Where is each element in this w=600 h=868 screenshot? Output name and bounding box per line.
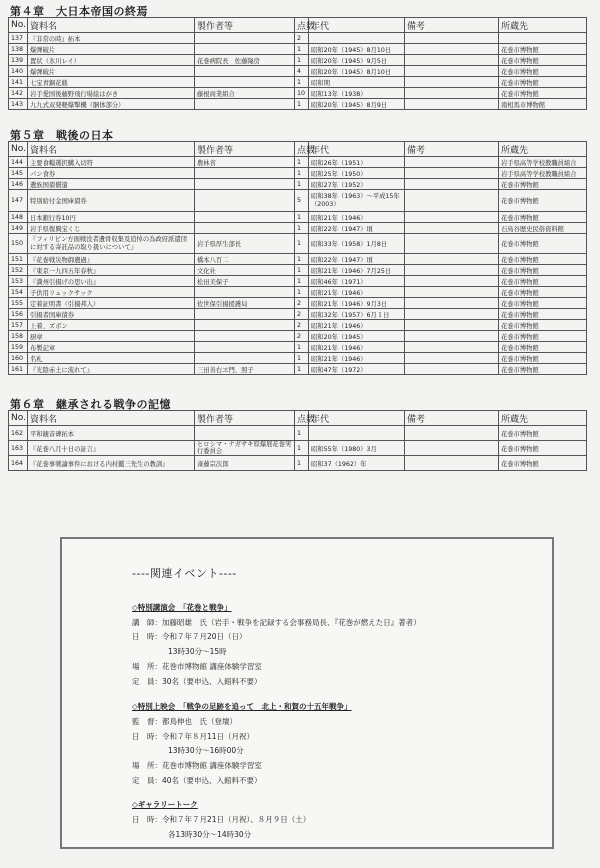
cell-name: 岩手県復興宝くじ (28, 223, 195, 234)
date-value: 令和７年７月20日（日） (162, 632, 247, 641)
screening-capacity (132, 775, 262, 786)
cell-year: 昭和38年（1963）〜平成15年（2003） (309, 190, 405, 212)
cell-count: 1 (295, 223, 309, 234)
lecture-time: 13時30分～15時 (168, 647, 227, 656)
table-row (9, 55, 587, 66)
cell-year: 昭和20年（1945） (309, 331, 405, 342)
table-row (9, 33, 587, 44)
cell-year: 昭和21年（1946） (309, 212, 405, 223)
cell-owner: 花巻市博物館 (499, 298, 587, 309)
capacity-label: 定 員： (132, 776, 162, 785)
cell-year: 昭和20年（1945）8月9日 (309, 99, 405, 110)
cell-count: 1 (295, 55, 309, 66)
cell-year: 昭和13年（1938） (309, 88, 405, 99)
cell-note (405, 77, 499, 88)
table-row (9, 320, 587, 331)
cell-name: 日本銀行券10円 (28, 212, 195, 223)
cell-year: 昭和期 (309, 77, 405, 88)
table-row (9, 190, 587, 212)
cell-maker: 橋本八百二 (195, 254, 295, 265)
cell-count: 1 (295, 353, 309, 364)
cell-no: 162 (9, 426, 28, 441)
table-row (9, 77, 587, 88)
cell-name: 岩手愛国後藤野飛行場絵はがき (28, 88, 195, 99)
place-label: 場 所： (132, 662, 162, 671)
cell-owner: 岩手県高等学校教職員組合 (499, 157, 587, 168)
cell-owner: 花巻市博物館 (499, 254, 587, 265)
cell-count: 1 (295, 254, 309, 265)
cell-maker (195, 190, 295, 212)
cell-count: 2 (295, 309, 309, 320)
cell-count: 1 (295, 99, 309, 110)
cell-year: 昭和21年（1946） (309, 342, 405, 353)
cell-year (309, 426, 405, 441)
cell-note (405, 212, 499, 223)
cell-maker (195, 426, 295, 441)
cell-no: 141 (9, 77, 28, 88)
cell-note (405, 342, 499, 353)
table-row (9, 168, 587, 179)
director-label: 監 督： (132, 717, 162, 726)
cell-maker: 松田美保子 (195, 276, 295, 287)
cell-name: 主要食糧選択購入切符 (28, 157, 195, 168)
cell-name: 爆弾破片 (28, 44, 195, 55)
cell-no: 159 (9, 342, 28, 353)
cell-count: 2 (295, 331, 309, 342)
cell-owner: 花巻市博物館 (499, 342, 587, 353)
cell-name: 『花巻戦災物御遺過』 (28, 254, 195, 265)
col-year: 年代 (309, 142, 405, 157)
cell-owner: 花巻市博物館 (499, 265, 587, 276)
cell-note (405, 320, 499, 331)
cell-no: 147 (9, 190, 28, 212)
col-no: No. (9, 142, 28, 157)
cell-note (405, 331, 499, 342)
cell-note (405, 168, 499, 179)
table-row (9, 441, 587, 456)
col-count: 点数 (295, 18, 309, 33)
cell-maker: 岩手県厚生部長 (195, 234, 295, 254)
cell-name: 『東京一九四五年春秋』 (28, 265, 195, 276)
cell-name: 引揚者国庫債券 (28, 309, 195, 320)
cell-maker (195, 77, 295, 88)
capacity-label: 定 員： (132, 677, 162, 686)
cell-count: 1 (295, 364, 309, 375)
cell-year (309, 33, 405, 44)
cell-name: 九九式双発軽爆撃機（胴体部分） (28, 99, 195, 110)
chapter-6-table (8, 410, 587, 471)
cell-maker (195, 342, 295, 353)
cell-count: 2 (295, 33, 309, 44)
cell-maker (195, 33, 295, 44)
cell-count: 1 (295, 265, 309, 276)
cell-maker: 斎藤宗次郎 (195, 456, 295, 471)
cell-no: 154 (9, 287, 28, 298)
cell-owner: 南相馬市博物館 (499, 99, 587, 110)
table-row (9, 44, 587, 55)
col-no: No. (9, 18, 28, 33)
cell-owner: 花巻市博物館 (499, 441, 587, 456)
cell-owner: 花巻市博物館 (499, 426, 587, 441)
cell-note (405, 223, 499, 234)
cell-note (405, 33, 499, 44)
table-row (9, 309, 587, 320)
col-maker: 製作者等 (195, 142, 295, 157)
cell-name: 『花巻事戦論事件における内村鑑三先生の教訓』 (28, 456, 195, 471)
cell-no: 164 (9, 456, 28, 471)
table-row (9, 265, 587, 276)
cell-year: 昭和21年（1946） (309, 353, 405, 364)
cell-count: 1 (295, 157, 309, 168)
table-row (9, 179, 587, 190)
table-row (9, 456, 587, 471)
cell-count: 1 (295, 212, 309, 223)
cell-name: 『満州引揚げの思い出』 (28, 276, 195, 287)
cell-owner: 花巻市博物館 (499, 364, 587, 375)
cell-count: 1 (295, 234, 309, 254)
table-row (9, 223, 587, 234)
cell-name: 置状（氷川レイ） (28, 55, 195, 66)
cell-note (405, 265, 499, 276)
chapter-4-title: 第４章 大日本帝国の終焉 (10, 5, 148, 18)
capacity-value: 30名（要申込、入館料不要） (162, 677, 262, 686)
cell-note (405, 426, 499, 441)
col-owner: 所蔵先 (499, 142, 587, 157)
table-row (9, 342, 587, 353)
cell-note (405, 254, 499, 265)
cell-no: 157 (9, 320, 28, 331)
cell-no: 137 (9, 33, 28, 44)
table-row (9, 254, 587, 265)
cell-note (405, 99, 499, 110)
cell-owner: 花巻市博物館 (499, 44, 587, 55)
cell-note (405, 364, 499, 375)
cell-note (405, 234, 499, 254)
cell-maker (195, 99, 295, 110)
cell-maker: 佐世保引揚援護局 (195, 298, 295, 309)
col-maker: 製作者等 (195, 411, 295, 426)
cell-count: 10 (295, 88, 309, 99)
cell-no: 140 (9, 66, 28, 77)
cell-note (405, 441, 499, 456)
cell-maker (195, 179, 295, 190)
cell-no: 151 (9, 254, 28, 265)
cell-no: 163 (9, 441, 28, 456)
cell-count: 4 (295, 66, 309, 77)
cell-no: 142 (9, 88, 28, 99)
cell-maker: 花巻病院長 佐藤隆房 (195, 55, 295, 66)
cell-owner: 花巻市博物館 (499, 234, 587, 254)
cell-note (405, 157, 499, 168)
cell-year: 昭和20年（1945）8月10日 (309, 44, 405, 55)
cell-name: 『フィリピン方面戦没者遺骨収集及追悼の為政府派遣団に対する寄託品の取り扱いについて』 (28, 234, 195, 254)
cell-note (405, 456, 499, 471)
cell-name: 遺族国債償還 (28, 179, 195, 190)
col-owner: 所蔵先 (499, 18, 587, 33)
table-row (9, 353, 587, 364)
col-name: 資料名 (28, 411, 195, 426)
cell-year: 昭和22年（1947）頃 (309, 223, 405, 234)
lecture-date (132, 631, 247, 642)
cell-note (405, 55, 499, 66)
lecture-title: ◇特別講演会 「花巻と戦争」 (132, 603, 232, 612)
cell-year: 昭和22年（1947）頃 (309, 254, 405, 265)
speaker-label: 講 師： (132, 618, 162, 627)
col-name: 資料名 (28, 142, 195, 157)
chapter-6-title: 第６章 継承される戦争の記憶 (10, 398, 171, 411)
cell-maker: 三田善右ヱ門、照子 (195, 364, 295, 375)
cell-maker: 文化社 (195, 265, 295, 276)
cell-maker: 藤根商業組合 (195, 88, 295, 99)
cell-owner: 花巻市博物館 (499, 77, 587, 88)
lecture-capacity (132, 676, 262, 687)
date-label: 日 時： (132, 815, 162, 824)
cell-name: 厨章 (28, 331, 195, 342)
place-value: 花巻市博物館 講座体験学習室 (162, 761, 262, 770)
cell-owner: 花巻市博物館 (499, 456, 587, 471)
cell-year: 昭和27年（1952） (309, 179, 405, 190)
cell-maker (195, 66, 295, 77)
cell-count: 1 (295, 77, 309, 88)
cell-year: 昭和47年（1972） (309, 364, 405, 375)
cell-year: 昭和21年（1946） (309, 320, 405, 331)
cell-no: 138 (9, 44, 28, 55)
cell-count: 1 (295, 441, 309, 456)
cell-maker (195, 223, 295, 234)
cell-year: 昭和33年（1958）1月8日 (309, 234, 405, 254)
cell-no: 139 (9, 55, 28, 66)
cell-maker (195, 212, 295, 223)
cell-maker (195, 320, 295, 331)
cell-name: 『光陰赤土に流れて』 (28, 364, 195, 375)
table-row (9, 287, 587, 298)
cell-year: 昭和20年（1945）8月10日 (309, 66, 405, 77)
cell-owner: 石鳥谷歴史民俗資料館 (499, 223, 587, 234)
cell-note (405, 276, 499, 287)
screening-time: 13時30分～16時00分 (168, 746, 244, 755)
col-count: 点数 (295, 411, 309, 426)
col-no: No. (9, 411, 28, 426)
table-header-row (9, 411, 587, 426)
cell-note (405, 66, 499, 77)
date-value: 令和７年８月11日（月祝） (162, 732, 255, 741)
table-row (9, 234, 587, 254)
col-note: 備考 (405, 411, 499, 426)
cell-owner: 岩手県高等学校教職員組合 (499, 168, 587, 179)
cell-owner: 花巻市博物館 (499, 353, 587, 364)
cell-year: 昭和32年（1957）6月１日 (309, 309, 405, 320)
cell-count: 2 (295, 298, 309, 309)
cell-name: 定着証明書（引揚邦人） (28, 298, 195, 309)
cell-maker (195, 353, 295, 364)
cell-name: 上着、ズボン (28, 320, 195, 331)
cell-note (405, 44, 499, 55)
cell-owner: 花巻市博物館 (499, 88, 587, 99)
cell-note (405, 287, 499, 298)
screening-title: ◇特別上映会 「戦争の足跡を追って 北上・和賀の十五年戦争」 (132, 702, 352, 711)
cell-name: 『花巻八月十日の証言』 (28, 441, 195, 456)
cell-year: 昭和37（1962）年 (309, 456, 405, 471)
screening-director (132, 716, 237, 727)
cell-year: 昭和25年（1950） (309, 168, 405, 179)
date-label: 日 時： (132, 732, 162, 741)
cell-no: 149 (9, 223, 28, 234)
cell-no: 160 (9, 353, 28, 364)
chapter-5-table (8, 141, 587, 375)
cell-name: 特別給付金国庫債券 (28, 190, 195, 212)
cell-name: 平和観音碑拓本 (28, 426, 195, 441)
events-heading: ----関連イベント---- (132, 567, 237, 580)
cell-no: 144 (9, 157, 28, 168)
cell-no: 143 (9, 99, 28, 110)
place-label: 場 所： (132, 761, 162, 770)
cell-owner: 花巻市博物館 (499, 331, 587, 342)
cell-count: 5 (295, 190, 309, 212)
cell-note (405, 298, 499, 309)
chapter-5-title: 第５章 戦後の日本 (10, 129, 114, 142)
director-value: 都鳥伸也 氏（登壇） (162, 717, 237, 726)
cell-count: 1 (295, 179, 309, 190)
cell-owner: 花巻市博物館 (499, 179, 587, 190)
cell-no: 145 (9, 168, 28, 179)
cell-count: 1 (295, 276, 309, 287)
cell-count: 1 (295, 342, 309, 353)
cell-year: 昭和55年（1980）3月 (309, 441, 405, 456)
cell-no: 156 (9, 309, 28, 320)
cell-owner: 花巻市博物館 (499, 212, 587, 223)
table-row (9, 66, 587, 77)
col-maker: 製作者等 (195, 18, 295, 33)
cell-note (405, 353, 499, 364)
cell-no: 158 (9, 331, 28, 342)
cell-owner: 花巻市博物館 (499, 55, 587, 66)
cell-note (405, 179, 499, 190)
col-name: 資料名 (28, 18, 195, 33)
cell-owner: 花巻市博物館 (499, 66, 587, 77)
col-owner: 所蔵先 (499, 411, 587, 426)
cell-owner: 花巻市博物館 (499, 287, 587, 298)
cell-maker (195, 168, 295, 179)
cell-no: 150 (9, 234, 28, 254)
cell-owner: 花巻市博物館 (499, 320, 587, 331)
table-row (9, 99, 587, 110)
cell-count: 1 (295, 456, 309, 471)
table-header-row (9, 18, 587, 33)
col-note: 備考 (405, 142, 499, 157)
cell-year: 昭和21年（1946）9月3日 (309, 298, 405, 309)
cell-name: 七宝青銅花瓶 (28, 77, 195, 88)
cell-name: 『非常の時』拓本 (28, 33, 195, 44)
screening-date (132, 731, 254, 742)
table-row (9, 426, 587, 441)
col-year: 年代 (309, 18, 405, 33)
cell-maker (195, 309, 295, 320)
cell-maker: ヒロシマ・ナガサキ原爆展花巻実行委員会 (195, 441, 295, 456)
table-row (9, 364, 587, 375)
table-header-row (9, 142, 587, 157)
table-row (9, 157, 587, 168)
table-row (9, 212, 587, 223)
cell-no: 146 (9, 179, 28, 190)
cell-count: 1 (295, 426, 309, 441)
table-row (9, 88, 587, 99)
table-row (9, 276, 587, 287)
gallery-title: ◇ギャラリートーク (132, 800, 198, 809)
gallery-date (132, 814, 310, 825)
related-events-box (60, 537, 554, 849)
cell-maker (195, 44, 295, 55)
lecture-speaker (132, 617, 421, 628)
cell-count: 1 (295, 287, 309, 298)
cell-owner: 花巻市博物館 (499, 190, 587, 212)
screening-place (132, 760, 262, 771)
cell-name: 布製記章 (28, 342, 195, 353)
cell-name: 名札 (28, 353, 195, 364)
speaker-value: 加藤昭雄 氏（岩手・戦争を記録する会事務局長、『花巻が燃えた日』著者） (162, 618, 421, 627)
col-note: 備考 (405, 18, 499, 33)
lecture-place (132, 661, 262, 672)
date-value: 令和７年７月21日（月祝）、８月９日（土） (162, 815, 311, 824)
gallery-time: 各13時30分～14時30分 (168, 830, 252, 839)
cell-year: 昭和21年（1946） (309, 287, 405, 298)
date-label: 日 時： (132, 632, 162, 641)
cell-maker: 農林省 (195, 157, 295, 168)
cell-maker (195, 331, 295, 342)
cell-no: 152 (9, 265, 28, 276)
chapter-4-table (8, 17, 587, 110)
table-row (9, 331, 587, 342)
cell-no: 155 (9, 298, 28, 309)
cell-owner (499, 33, 587, 44)
cell-maker (195, 287, 295, 298)
capacity-value: 40名（要申込、入館料不要） (162, 776, 262, 785)
cell-year: 昭和26年（1951） (309, 157, 405, 168)
place-value: 花巻市博物館 講座体験学習室 (162, 662, 262, 671)
cell-note (405, 309, 499, 320)
col-count: 点数 (295, 142, 309, 157)
cell-owner: 花巻市博物館 (499, 309, 587, 320)
cell-year: 昭和46年（1971） (309, 276, 405, 287)
cell-year: 昭和20年（1945）9月5日 (309, 55, 405, 66)
cell-count: 2 (295, 320, 309, 331)
table-row (9, 298, 587, 309)
cell-year: 昭和21年（1946）7月25日 (309, 265, 405, 276)
cell-count: 1 (295, 44, 309, 55)
cell-no: 161 (9, 364, 28, 375)
cell-owner: 花巻市博物館 (499, 276, 587, 287)
cell-name: 爆弾破片 (28, 66, 195, 77)
cell-note (405, 88, 499, 99)
col-year: 年代 (309, 411, 405, 426)
cell-name: 子供用リュックサック (28, 287, 195, 298)
cell-count: 1 (295, 168, 309, 179)
cell-name: パン食券 (28, 168, 195, 179)
cell-no: 153 (9, 276, 28, 287)
cell-note (405, 190, 499, 212)
cell-no: 148 (9, 212, 28, 223)
